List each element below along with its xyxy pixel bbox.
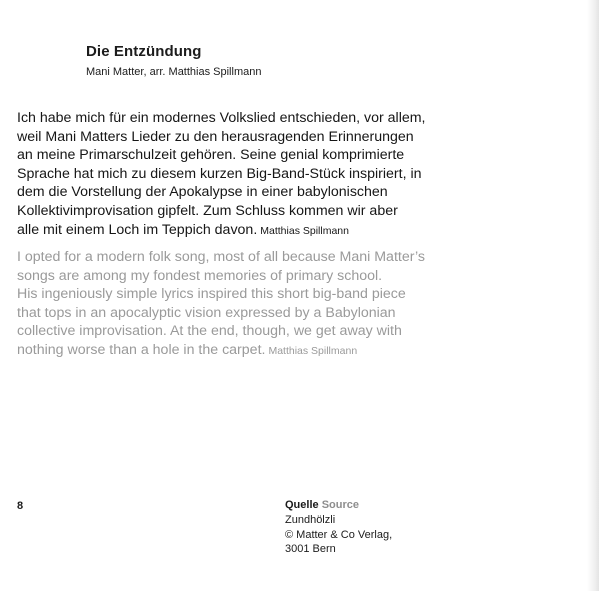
source-block [285, 498, 392, 557]
source-line: © Matter & Co Verlag, [285, 528, 393, 541]
german-line: Sprache hat mich zu diesem kurzen Big-Band-Stück inspiriert, in [17, 165, 422, 182]
source-label-en: Source [321, 499, 359, 511]
german-author: Matthias Spillmann [260, 224, 349, 237]
english-line: I opted for a modern folk song, most of all because Mani Matter’s [17, 249, 425, 265]
german-line: weil Mani Matters Lieder zu den herausragenden Erinnerungen [17, 128, 414, 145]
german-line: an meine Primarschulzeit gehören. Seine genial komprimierte [17, 147, 405, 164]
english-author: Matthias Spillmann [268, 344, 358, 357]
page-edge-shadow [587, 0, 599, 591]
german-line: alle mit einem Loch im Teppich davon. [17, 221, 258, 238]
german-line-last [17, 221, 577, 241]
source-heading [285, 498, 392, 513]
composer-credit: Mani Matter, arr. Matthias Spillmann [86, 66, 262, 78]
english-line-last [17, 341, 577, 361]
source-line: Zundhölzli [285, 513, 336, 526]
english-line: collective improvisation. At the end, though, we get away with [17, 323, 402, 340]
source-label-de: Quelle [285, 499, 319, 511]
page-number: 8 [17, 500, 24, 512]
english-line: songs are among my fondest memories of primary school. [17, 267, 383, 284]
piece-title: Die Entzündung [86, 43, 202, 60]
source-line: 3001 Bern [285, 543, 336, 556]
english-paragraph [17, 248, 577, 361]
english-line: that tops in an apocalyptic vision expressed by a Babylonian [17, 304, 396, 321]
german-line: dem die Vorstellung der Apokalypse in einer babylonischen [17, 184, 388, 201]
german-line: Ich habe mich für ein modernes Volkslied entschieden, vor allem, [17, 110, 426, 126]
english-line: His ingeniously simple lyrics inspired this short big-band piece [17, 286, 406, 303]
german-line: Kollektivimprovisation gipfelt. Zum Schluss kommen wir aber [17, 202, 398, 219]
english-line: nothing worse than a hole in the carpet. [17, 341, 266, 358]
german-paragraph [17, 109, 577, 240]
